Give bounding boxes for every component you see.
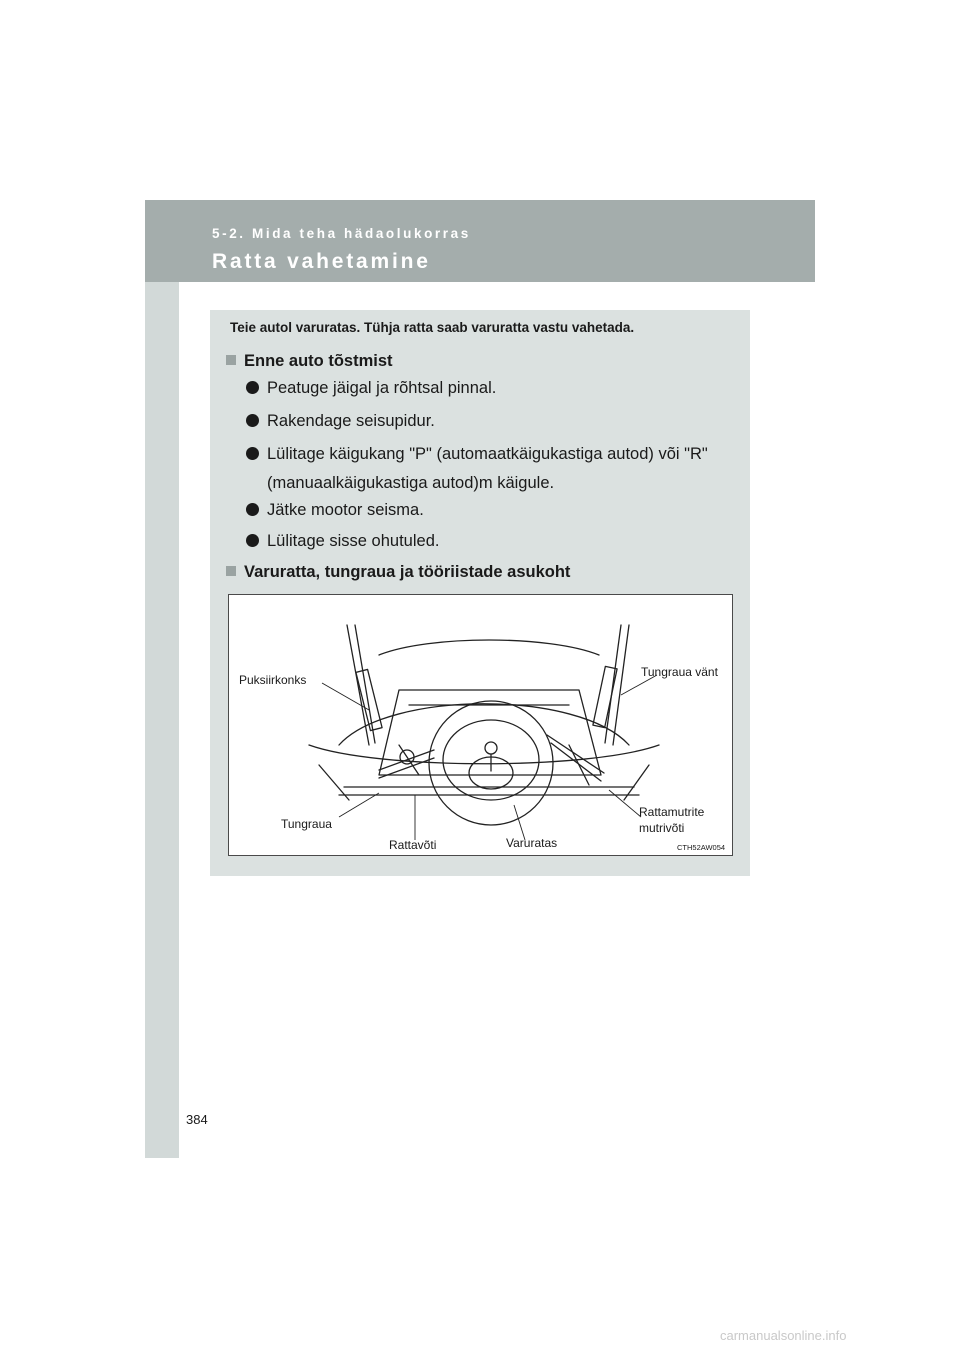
label-wheel-wrench: Rattavõti: [389, 838, 437, 852]
label-jack-handle: Tungraua vänt: [641, 665, 718, 679]
square-bullet-icon: [226, 566, 236, 576]
page-title: Ratta vahetamine: [212, 250, 431, 273]
list-item: [246, 440, 734, 492]
subheading-location: [226, 563, 570, 582]
bullet-dot-icon: [246, 534, 259, 547]
left-margin-bar: [145, 200, 179, 1158]
bullet-dot-icon: [246, 447, 259, 460]
list-item-text: Jätke mootor seisma.: [267, 501, 424, 519]
square-bullet-icon: [226, 355, 236, 365]
intro-text: Teie autol varuratas. Tühja ratta saab varuratta vastu vahetada.: [230, 320, 635, 335]
watermark: carmanualsonline.info: [720, 1328, 847, 1343]
list-item-text: Lülitage sisse ohutuled.: [267, 532, 440, 550]
list-item-text: Lülitage käigukang "P" (automaatkäigukastiga autod) või "R": [267, 445, 708, 463]
list-item: [246, 407, 734, 436]
subheading-text: Varuratta, tungraua ja tööriistade asukoht: [244, 563, 571, 581]
list-item: [246, 374, 734, 403]
label-lug-wrench-line1: Rattamutrite: [639, 805, 705, 819]
list-item: [246, 496, 734, 525]
list-item-text: Peatuge jäigal ja rõhtsal pinnal.: [267, 379, 497, 397]
subheading-text: Enne auto tõstmist: [244, 352, 393, 370]
page-number: 384: [186, 1112, 208, 1127]
label-tow-hook: Puksiirkonks: [239, 673, 307, 687]
label-jack: Tungraua: [281, 817, 332, 831]
label-spare-tire: Varuratas: [506, 836, 558, 850]
bullet-dot-icon: [246, 503, 259, 516]
label-lug-wrench-line2: mutrivõti: [639, 821, 685, 835]
bullet-dot-icon: [246, 414, 259, 427]
bullet-dot-icon: [246, 381, 259, 394]
trunk-illustration: [228, 594, 733, 856]
list-item-text-continued: (manuaalkäigukastiga autod)m käigule.: [267, 474, 555, 492]
list-item: [246, 527, 734, 556]
list-item-text: Rakendage seisupidur.: [267, 412, 435, 430]
subheading-before-lifting: [226, 352, 393, 371]
figure-code: CTH52AW054: [677, 843, 726, 852]
section-label: 5-2. Mida teha hädaolukorras: [212, 226, 471, 241]
